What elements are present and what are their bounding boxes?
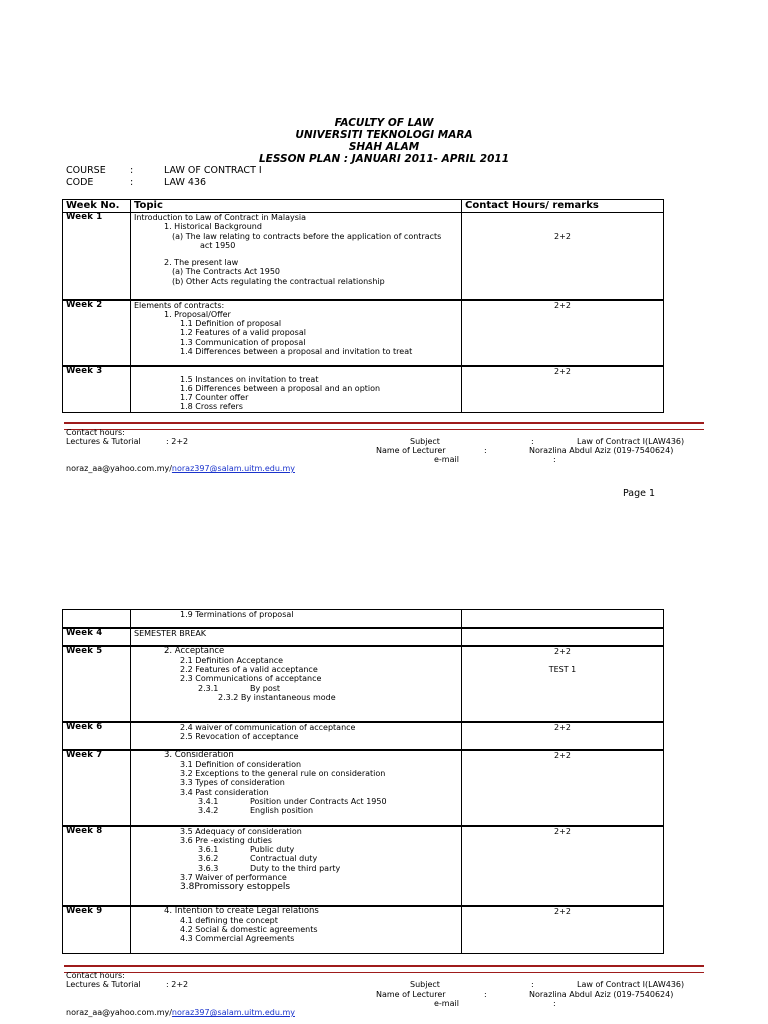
email-link[interactable]: noraz397@salam.uitm.edu.my bbox=[171, 464, 295, 473]
topic-subnumber: 3.6.2 bbox=[198, 854, 219, 864]
topic-line: SEMESTER BREAK bbox=[134, 628, 207, 638]
footer-divider bbox=[64, 965, 704, 973]
email-label: e-mail bbox=[434, 999, 459, 1008]
lecturer-value: Norazlina Abdul Aziz (019-7540624) bbox=[529, 446, 674, 455]
week-cell: Week 2 bbox=[63, 300, 131, 366]
topic-line: 1. Proposal/Offer bbox=[164, 309, 231, 319]
hours-remark: TEST 1 bbox=[548, 664, 577, 674]
table-row bbox=[63, 628, 664, 646]
topic-cell bbox=[131, 213, 462, 300]
hours-cell: 2+2 bbox=[462, 826, 664, 906]
week-cell: Week 1 bbox=[63, 213, 131, 300]
topic-subtext: Position under Contracts Act 1950 bbox=[250, 796, 387, 806]
hours-cell bbox=[462, 610, 664, 628]
hours-cell: 2+2 bbox=[462, 906, 664, 954]
lectures-label: Lectures & Tutorial bbox=[66, 980, 141, 989]
table-row bbox=[63, 906, 664, 954]
hours-cell bbox=[462, 213, 664, 300]
topic-line bbox=[134, 864, 458, 873]
topic-line: 1. Historical Background bbox=[164, 222, 262, 232]
topic-subnumber: 3.4.1 bbox=[198, 796, 219, 806]
topic-cell bbox=[131, 300, 462, 366]
page-number: Page 1 bbox=[623, 488, 656, 499]
subject-value: Law of Contract I(LAW436) bbox=[577, 980, 685, 989]
lecturer-label: Name of Lecturer bbox=[376, 446, 446, 455]
topic-line bbox=[134, 854, 458, 863]
topic-subtext: Contractual duty bbox=[250, 854, 318, 864]
topic-line: 1.4 Differences between a proposal and invitation to treat bbox=[180, 346, 413, 356]
topic-cell bbox=[131, 628, 462, 646]
topic-subnumber: 2.3.1 bbox=[198, 683, 219, 693]
topic-subtext: Duty to the third party bbox=[250, 863, 341, 873]
lecturer-colon: : bbox=[484, 446, 487, 455]
table-row bbox=[63, 610, 664, 628]
topic-line: 3.2 Exceptions to the general rule on consideration bbox=[180, 769, 386, 779]
code-value: LAW 436 bbox=[164, 177, 207, 188]
topic-line: 4. Intention to create Legal relations bbox=[164, 905, 319, 916]
topic-subnumber: 3.4.2 bbox=[198, 806, 219, 816]
topic-subtext: Public duty bbox=[250, 845, 295, 855]
email-link[interactable]: noraz397@salam.uitm.edu.my bbox=[171, 1008, 295, 1017]
email-plain: noraz_aa@yahoo.com.my/ bbox=[66, 1008, 172, 1017]
lectures-label: Lectures & Tutorial bbox=[66, 437, 141, 446]
subject-value: Law of Contract I(LAW436) bbox=[577, 437, 685, 446]
table-row bbox=[63, 826, 664, 906]
topic-line: 1.2 Features of a valid proposal bbox=[180, 328, 306, 338]
campus-heading: SHAH ALAM bbox=[348, 141, 420, 153]
table-row bbox=[63, 300, 664, 366]
topic-cell bbox=[131, 826, 462, 906]
email-line bbox=[66, 464, 295, 474]
table-row bbox=[63, 366, 664, 413]
topic-line: 2.4 waiver of communication of acceptance bbox=[180, 722, 356, 732]
table-row bbox=[63, 646, 664, 722]
hours-value: 2+2 bbox=[554, 646, 571, 656]
university-heading: UNIVERSITI TEKNOLOGI MARA bbox=[295, 129, 473, 141]
topic-line: 3.7 Waiver of performance bbox=[180, 872, 287, 882]
topic-cell bbox=[131, 646, 462, 722]
lesson-plan-table-page2 bbox=[62, 609, 664, 954]
topic-line bbox=[134, 684, 458, 693]
topic-column-header: Topic bbox=[131, 200, 462, 213]
week-column-header: Week No. bbox=[63, 200, 131, 213]
code-label: CODE bbox=[66, 177, 94, 188]
topic-line: 2.1 Definition Acceptance bbox=[180, 655, 284, 665]
hours-cell: 2+2 bbox=[462, 722, 664, 750]
hours-column-header: Contact Hours/ remarks bbox=[462, 200, 664, 213]
table-header-row bbox=[63, 200, 664, 213]
week-cell: Week 7 bbox=[63, 750, 131, 826]
topic-cell bbox=[131, 610, 462, 628]
lecturer-value: Norazlina Abdul Aziz (019-7540624) bbox=[529, 990, 674, 999]
email-line bbox=[66, 1008, 295, 1018]
topic-line: 1.1 Definition of proposal bbox=[180, 319, 282, 329]
subject-label: Subject bbox=[410, 980, 440, 989]
topic-line: 4.1 defining the concept bbox=[180, 915, 278, 925]
email-colon: : bbox=[553, 999, 556, 1008]
topic-line: Elements of contracts: bbox=[134, 300, 225, 310]
topic-cell bbox=[131, 906, 462, 954]
week-cell: Week 8 bbox=[63, 826, 131, 906]
table-row bbox=[63, 213, 664, 300]
topic-cell bbox=[131, 750, 462, 826]
lectures-value: : 2+2 bbox=[166, 980, 189, 989]
document-title bbox=[0, 117, 768, 165]
topic-line: 4.2 Social & domestic agreements bbox=[180, 925, 318, 935]
topic-line: 1.6 Differences between a proposal and an option bbox=[180, 383, 381, 393]
week-cell: Week 5 bbox=[63, 646, 131, 722]
footer-divider bbox=[64, 422, 704, 430]
lesson-plan-table-page1 bbox=[62, 199, 664, 413]
topic-line: 1.3 Communication of proposal bbox=[180, 337, 306, 347]
topic-line: (a) The Contracts Act 1950 bbox=[172, 267, 281, 277]
topic-line: 3.1 Definition of consideration bbox=[180, 759, 302, 769]
week-cell bbox=[63, 610, 131, 628]
topic-line: 3. Consideration bbox=[164, 749, 234, 760]
topic-line bbox=[134, 845, 458, 854]
week-cell: Week 4 bbox=[63, 628, 131, 646]
course-colon: : bbox=[130, 165, 134, 176]
subject-colon: : bbox=[531, 437, 534, 446]
topic-line: Introduction to Law of Contract in Malaysia bbox=[134, 213, 307, 222]
topic-line: 2.3.2 By instantaneous mode bbox=[218, 692, 336, 702]
email-label: e-mail bbox=[434, 455, 459, 464]
topic-subnumber: 3.6.1 bbox=[198, 845, 219, 855]
topic-line: 2.2 Features of a valid acceptance bbox=[180, 665, 318, 675]
contact-hours-label: Contact hours: bbox=[66, 428, 125, 437]
table-row bbox=[63, 750, 664, 826]
topic-line: (b) Other Acts regulating the contractual relationship bbox=[172, 276, 385, 286]
course-value: LAW OF CONTRACT I bbox=[164, 165, 262, 176]
week-cell: Week 3 bbox=[63, 366, 131, 413]
week-cell: Week 9 bbox=[63, 906, 131, 954]
table-row bbox=[63, 722, 664, 750]
hours-cell bbox=[462, 628, 664, 646]
topic-line: 2. Acceptance bbox=[164, 645, 225, 656]
course-label: COURSE bbox=[66, 165, 106, 176]
subject-colon: : bbox=[531, 980, 534, 989]
topic-line: 3.5 Adequacy of consideration bbox=[180, 826, 302, 836]
topic-line: (a) The law relating to contracts before the application of contracts bbox=[172, 231, 442, 241]
lesson-plan-heading: LESSON PLAN : JANUARI 2011- APRIL 2011 bbox=[258, 153, 510, 165]
topic-line: 2.3 Communications of acceptance bbox=[180, 674, 322, 684]
contact-hours-label: Contact hours: bbox=[66, 971, 125, 980]
topic-subtext: By post bbox=[250, 683, 281, 693]
topic-cell bbox=[131, 722, 462, 750]
faculty-heading: FACULTY OF LAW bbox=[334, 117, 434, 129]
topic-line: 3.3 Types of consideration bbox=[180, 778, 285, 788]
topic-line bbox=[134, 797, 458, 806]
topic-line: 4.3 Commercial Agreements bbox=[180, 934, 295, 944]
topic-line bbox=[134, 806, 458, 815]
lecturer-label: Name of Lecturer bbox=[376, 990, 446, 999]
topic-line: 3.4 Past consideration bbox=[180, 787, 269, 797]
topic-line: 1.8 Cross refers bbox=[180, 402, 243, 412]
hours-cell: 2+2 bbox=[462, 300, 664, 366]
topic-line: 3.8Promissory estoppels bbox=[180, 882, 291, 893]
hours-cell bbox=[462, 646, 664, 722]
topic-line: 1.5 Instances on invitation to treat bbox=[180, 374, 319, 384]
week-cell: Week 6 bbox=[63, 722, 131, 750]
topic-line: 1.7 Counter offer bbox=[180, 393, 249, 403]
topic-cell bbox=[131, 366, 462, 413]
lectures-value: : 2+2 bbox=[166, 437, 189, 446]
subject-label: Subject bbox=[410, 437, 440, 446]
hours-cell: 2+2 bbox=[462, 750, 664, 826]
topic-line: 2.5 Revocation of acceptance bbox=[180, 731, 299, 741]
topic-line: act 1950 bbox=[200, 240, 236, 250]
email-plain: noraz_aa@yahoo.com.my/ bbox=[66, 464, 172, 473]
hours-value: 2+2 bbox=[554, 232, 571, 241]
code-colon: : bbox=[130, 177, 134, 188]
topic-line: 1.9 Terminations of proposal bbox=[180, 610, 294, 619]
topic-subtext: English position bbox=[250, 806, 314, 816]
topic-line: 3.6 Pre -existing duties bbox=[180, 835, 272, 845]
email-colon: : bbox=[553, 455, 556, 464]
topic-subnumber: 3.6.3 bbox=[198, 863, 219, 873]
hours-cell: 2+2 bbox=[462, 366, 664, 413]
topic-line: 2. The present law bbox=[164, 258, 239, 268]
lecturer-colon: : bbox=[484, 990, 487, 999]
